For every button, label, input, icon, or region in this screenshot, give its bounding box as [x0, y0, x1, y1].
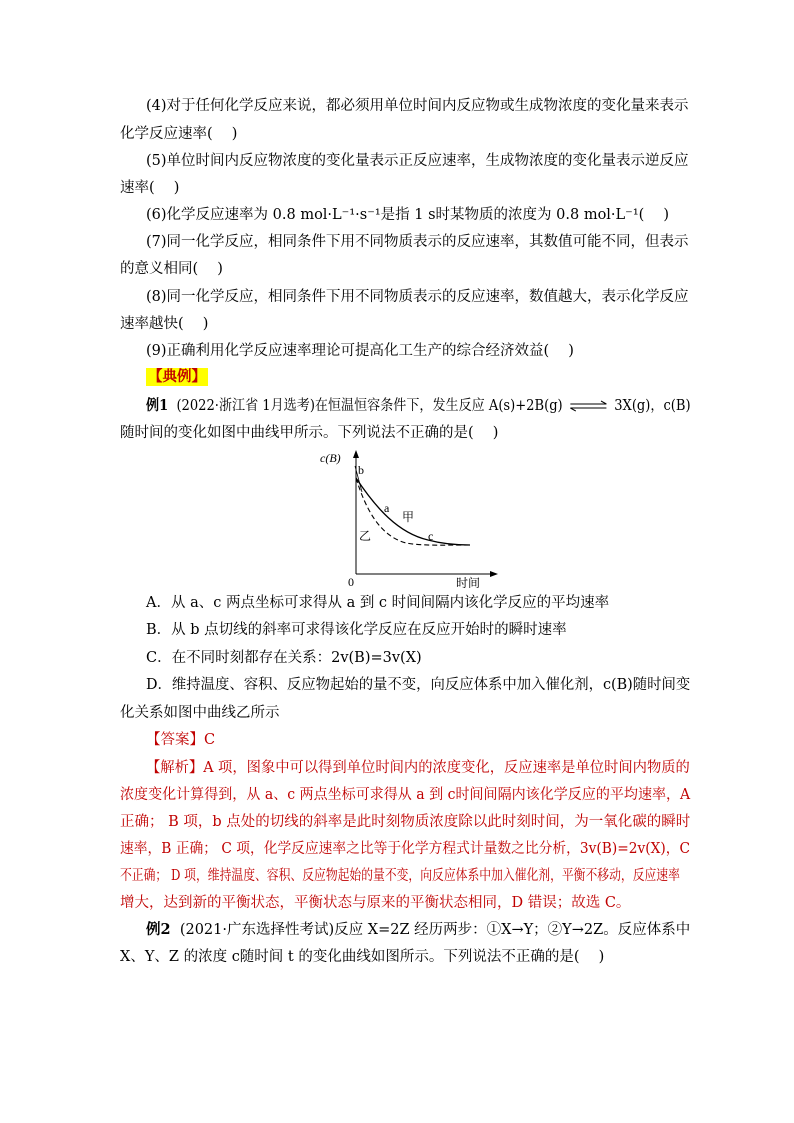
- concentration-time-figure: [318, 448, 500, 588]
- example1-stem-post: 3X(g)，c(B): [614, 398, 691, 414]
- x-axis-arrow-icon: [490, 571, 498, 577]
- question-8-line2: 速率越快( ): [120, 316, 209, 332]
- analysis-line-5: 不正确； D 项，维持温度、容积、反应物起始的量不变，向反应体系中加入催化剂，平衡不移动，反应速率: [120, 868, 680, 884]
- question-5-line2: 速率( ): [120, 180, 180, 196]
- analysis-line-1: 【解析】A 项，图象中可以得到单位时间内的浓度变化，反应速率是单位时间内物质的: [146, 760, 690, 776]
- origin-label: 0: [348, 575, 354, 588]
- example2-line1: [146, 920, 690, 940]
- question-6: (6)化学反应速率为 0.8 mol·L⁻¹·s⁻¹是指 1 s时某物质的浓度为 0.8 mol·L⁻¹( ): [146, 207, 670, 223]
- point-a-label: a: [384, 501, 390, 515]
- curve-yi-label: 乙: [359, 529, 372, 543]
- question-4-line2: 化学反应速率( ): [120, 126, 238, 142]
- question-8-line1: (8)同一化学反应，相同条件下用不同物质表示的反应速率，数值越大，表示化学反应: [146, 289, 689, 305]
- answer: 【答案】C: [146, 732, 216, 748]
- point-c-label: c: [428, 529, 434, 543]
- example2-label: 例2: [146, 921, 171, 938]
- analysis-line-6: 增大，达到新的平衡状态，平衡状态与原来的平衡状态相同，D 错误；故选 C。: [120, 895, 631, 911]
- analysis-line-3: 正确； B 项，b 点处的切线的斜率是此时刻物质浓度除以此时刻时间，为一氧化碳的瞬时: [120, 814, 691, 830]
- question-5-line1: (5)单位时间内反应物浓度的变化量表示正反应速率，生成物浓度的变化量表示逆反应: [146, 153, 689, 169]
- x-axis-label: 时间: [456, 576, 481, 588]
- option-c: C．在不同时刻都存在关系：2v(B)=3v(X): [146, 650, 422, 666]
- analysis-line-2: 浓度变化计算得到，从 a、c 两点坐标可求得从 a 到 c时间间隔内该化学反应的平均速率，A: [120, 787, 691, 803]
- question-7-line2: 的意义相同( ): [120, 261, 223, 277]
- question-4-line1: (4)对于任何化学反应来说，都必须用单位时间内反应物或生成物浓度的变化量来表示: [146, 98, 689, 114]
- example2-stem: (2021·广东选择性考试)反应 X=2Z 经历两步：①X→Y；②Y→2Z。反应体系中: [179, 922, 691, 938]
- question-9: (9)正确利用化学反应速率理论可提高化工生产的综合经济效益( ): [146, 343, 574, 359]
- curve-jia-label: 甲: [402, 510, 415, 524]
- example1-line2: 随时间的变化如图中曲线甲所示。下列说法不正确的是( ): [120, 425, 499, 441]
- equilibrium-arrow-icon: [569, 400, 609, 412]
- y-axis-label: c(B): [320, 451, 341, 465]
- option-b: B．从 b 点切线的斜率可求得该化学反应在反应开始时的瞬时速率: [146, 622, 567, 638]
- y-axis-arrow-icon: [353, 450, 359, 458]
- option-d-line2: 化关系如图中曲线乙所示: [120, 705, 280, 721]
- section-tag-examples: 【典例】: [148, 368, 206, 385]
- option-a: A．从 a、c 两点坐标可求得从 a 到 c 时间间隔内该化学反应的平均速率: [146, 595, 610, 611]
- point-b-label: b: [358, 463, 364, 477]
- analysis-line-4: 速率，B 正确； C 项，化学反应速率之比等于化学方程式计量数之比分析，3v(B)=2v(X)，C: [120, 841, 690, 857]
- question-7-line1: (7)同一化学反应，相同条件下用不同物质表示的反应速率，其数值可能不同，但表示: [146, 234, 689, 250]
- example1-label: 例1: [146, 397, 169, 414]
- example1-stem-pre: (2022·浙江省 1月选考)在恒温恒容条件下，发生反应 A(s)+2B(g): [176, 398, 563, 414]
- example1-line1: [146, 396, 691, 416]
- option-d-line1: D．维持温度、容积、反应物起始的量不变，向反应体系中加入催化剂，c(B)随时间变: [146, 677, 691, 693]
- example2-line2: X、Y、Z 的浓度 c随时间 t 的变化曲线如图所示。下列说法不正确的是( ): [120, 949, 605, 965]
